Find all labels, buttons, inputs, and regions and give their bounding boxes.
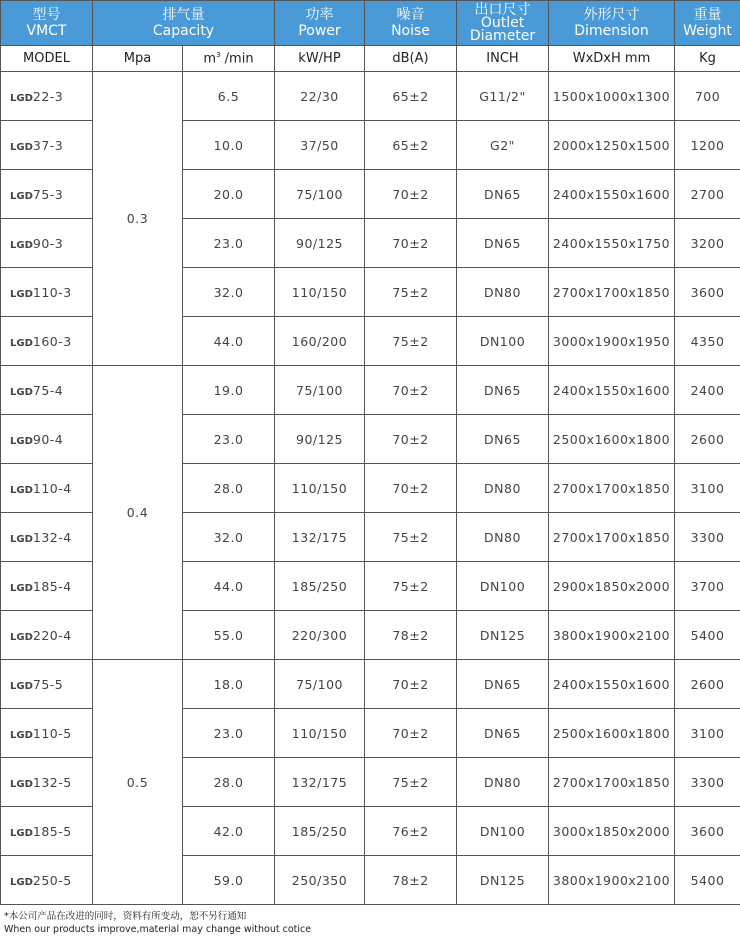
- dimension-cell: 2700x1700x1850: [549, 513, 675, 562]
- unit-capacity: $m^3$ /min: [183, 46, 275, 72]
- weight-cell: 2700: [675, 170, 740, 219]
- dimension-cell: 2900x1850x2000: [549, 562, 675, 611]
- model-cell: [1, 415, 93, 464]
- power-cell: 37/50: [275, 121, 365, 170]
- model-prefix: LGD: [10, 435, 33, 447]
- power-cell: 90/125: [275, 219, 365, 268]
- noise-cell: 65±2: [365, 72, 457, 121]
- unit-dimension: WxDxH mm: [549, 46, 675, 72]
- model-number: 185-5: [32, 823, 72, 839]
- model-number: 110-4: [32, 480, 72, 496]
- noise-cell: 75±2: [365, 513, 457, 562]
- outlet-cell: DN65: [457, 415, 549, 464]
- weight-cell: 700: [675, 72, 740, 121]
- capacity-cell: 23.0: [183, 709, 275, 758]
- model-number: 110-5: [32, 725, 72, 741]
- capacity-cell: 28.0: [183, 464, 275, 513]
- power-cell: 185/250: [275, 807, 365, 856]
- model-cell: [1, 709, 93, 758]
- noise-cell: 76±2: [365, 807, 457, 856]
- capacity-cell: 10.0: [183, 121, 275, 170]
- capacity-cell: 23.0: [183, 219, 275, 268]
- pressure-cell: 0.3: [93, 72, 183, 366]
- model-cell: [1, 562, 93, 611]
- capacity-cell: 18.0: [183, 660, 275, 709]
- noise-cell: 70±2: [365, 660, 457, 709]
- table-row: [1, 660, 740, 709]
- header-noise: 噪音 Noise: [365, 1, 457, 46]
- weight-cell: 2600: [675, 415, 740, 464]
- footer-note: [4, 910, 311, 936]
- model-number: 220-4: [32, 627, 72, 643]
- power-cell: 22/30: [275, 72, 365, 121]
- model-prefix: LGD: [10, 337, 33, 349]
- model-prefix: LGD: [10, 92, 33, 104]
- model-number: 75-4: [32, 382, 64, 398]
- dimension-cell: 3800x1900x2100: [549, 611, 675, 660]
- dimension-cell: 2500x1600x1800: [549, 709, 675, 758]
- model-cell: [1, 464, 93, 513]
- unit-power: kW/HP: [275, 46, 365, 72]
- header-row: [1, 1, 740, 46]
- capacity-cell: 32.0: [183, 268, 275, 317]
- outlet-cell: DN65: [457, 170, 549, 219]
- model-number: 250-5: [32, 872, 72, 888]
- model-cell: [1, 219, 93, 268]
- model-prefix: LGD: [10, 778, 33, 790]
- outlet-cell: DN80: [457, 513, 549, 562]
- model-prefix: LGD: [10, 484, 33, 496]
- outlet-cell: DN65: [457, 366, 549, 415]
- model-cell: [1, 317, 93, 366]
- model-cell: [1, 513, 93, 562]
- model-cell: [1, 72, 93, 121]
- header-outlet: 出口尺寸 Outlet Diameter: [457, 1, 549, 46]
- capacity-cell: 20.0: [183, 170, 275, 219]
- model-number: 75-3: [32, 186, 64, 202]
- power-cell: 75/100: [275, 366, 365, 415]
- unit-noise: dB(A): [365, 46, 457, 72]
- capacity-cell: 32.0: [183, 513, 275, 562]
- noise-cell: 70±2: [365, 170, 457, 219]
- noise-cell: 70±2: [365, 415, 457, 464]
- dimension-cell: 2700x1700x1850: [549, 758, 675, 807]
- model-prefix: LGD: [10, 190, 33, 202]
- model-cell: [1, 758, 93, 807]
- model-prefix: LGD: [10, 729, 33, 741]
- noise-cell: 70±2: [365, 366, 457, 415]
- header-power: 功率 Power: [275, 1, 365, 46]
- header-weight: 重量 Weight: [675, 1, 740, 46]
- weight-cell: 4350: [675, 317, 740, 366]
- dimension-cell: 2700x1700x1850: [549, 268, 675, 317]
- weight-cell: 3600: [675, 268, 740, 317]
- model-prefix: LGD: [10, 386, 33, 398]
- weight-cell: 2400: [675, 366, 740, 415]
- power-cell: 90/125: [275, 415, 365, 464]
- weight-cell: 3600: [675, 807, 740, 856]
- model-number: 132-4: [32, 529, 72, 545]
- power-cell: 160/200: [275, 317, 365, 366]
- model-cell: [1, 268, 93, 317]
- model-prefix: LGD: [10, 141, 33, 153]
- noise-cell: 78±2: [365, 611, 457, 660]
- noise-cell: 75±2: [365, 562, 457, 611]
- outlet-cell: DN125: [457, 611, 549, 660]
- capacity-cell: 23.0: [183, 415, 275, 464]
- dimension-cell: 3800x1900x2100: [549, 856, 675, 905]
- outlet-cell: DN100: [457, 807, 549, 856]
- weight-cell: 5400: [675, 611, 740, 660]
- dimension-cell: 2700x1700x1850: [549, 464, 675, 513]
- model-number: 22-3: [32, 88, 64, 104]
- noise-cell: 75±2: [365, 758, 457, 807]
- weight-cell: 3200: [675, 219, 740, 268]
- dimension-cell: 2400x1550x1600: [549, 660, 675, 709]
- outlet-cell: DN80: [457, 268, 549, 317]
- outlet-cell: DN65: [457, 709, 549, 758]
- model-prefix: LGD: [10, 680, 33, 692]
- noise-cell: 75±2: [365, 317, 457, 366]
- pressure-cell: 0.5: [93, 660, 183, 905]
- model-number: 37-3: [32, 137, 64, 153]
- model-prefix: LGD: [10, 631, 33, 643]
- outlet-cell: DN125: [457, 856, 549, 905]
- noise-cell: 75±2: [365, 268, 457, 317]
- outlet-cell: DN65: [457, 219, 549, 268]
- footer-note-en: When our products improve,material may change without cotice: [4, 924, 312, 935]
- model-prefix: LGD: [10, 582, 33, 594]
- noise-cell: 65±2: [365, 121, 457, 170]
- model-cell: [1, 807, 93, 856]
- model-number: 110-3: [32, 284, 72, 300]
- capacity-cell: 42.0: [183, 807, 275, 856]
- capacity-cell: 28.0: [183, 758, 275, 807]
- model-prefix: LGD: [10, 827, 33, 839]
- noise-cell: 70±2: [365, 219, 457, 268]
- units-row: [1, 46, 740, 72]
- power-cell: 75/100: [275, 170, 365, 219]
- model-number: 75-5: [32, 676, 64, 692]
- power-cell: 132/175: [275, 513, 365, 562]
- dimension-cell: 2400x1550x1600: [549, 366, 675, 415]
- outlet-cell: DN100: [457, 317, 549, 366]
- power-cell: 110/150: [275, 464, 365, 513]
- model-prefix: LGD: [10, 876, 33, 888]
- pressure-cell: 0.4: [93, 366, 183, 660]
- outlet-cell: DN80: [457, 758, 549, 807]
- capacity-cell: 19.0: [183, 366, 275, 415]
- weight-cell: 3100: [675, 709, 740, 758]
- model-prefix: LGD: [10, 239, 33, 251]
- power-cell: 250/350: [275, 856, 365, 905]
- noise-cell: 70±2: [365, 709, 457, 758]
- weight-cell: 3300: [675, 513, 740, 562]
- model-number: 132-5: [32, 774, 72, 790]
- model-number: 185-4: [32, 578, 72, 594]
- capacity-cell: 44.0: [183, 317, 275, 366]
- footer-note-cn: *本公司产品在改进的同时，资料有所变动，恕不另行通知: [4, 911, 247, 922]
- weight-cell: 3100: [675, 464, 740, 513]
- power-cell: 75/100: [275, 660, 365, 709]
- outlet-cell: G2": [457, 121, 549, 170]
- model-cell: [1, 660, 93, 709]
- table-row: [1, 72, 740, 121]
- power-cell: 220/300: [275, 611, 365, 660]
- weight-cell: 3700: [675, 562, 740, 611]
- model-number: 160-3: [32, 333, 72, 349]
- outlet-cell: G11/2": [457, 72, 549, 121]
- header-model: 型号 VMCT: [1, 1, 93, 46]
- model-cell: [1, 611, 93, 660]
- dimension-cell: 1500x1000x1300: [549, 72, 675, 121]
- unit-model: MODEL: [1, 46, 93, 72]
- weight-cell: 2600: [675, 660, 740, 709]
- model-cell: [1, 366, 93, 415]
- power-cell: 132/175: [275, 758, 365, 807]
- dimension-cell: 2500x1600x1800: [549, 415, 675, 464]
- power-cell: 185/250: [275, 562, 365, 611]
- outlet-cell: DN65: [457, 660, 549, 709]
- header-dimension: 外形尺寸 Dimension: [549, 1, 675, 46]
- dimension-cell: 2400x1550x1750: [549, 219, 675, 268]
- capacity-cell: 44.0: [183, 562, 275, 611]
- table-row: [1, 366, 740, 415]
- capacity-cell: 59.0: [183, 856, 275, 905]
- weight-cell: 1200: [675, 121, 740, 170]
- power-cell: 110/150: [275, 709, 365, 758]
- model-number: 90-4: [32, 431, 64, 447]
- power-cell: 110/150: [275, 268, 365, 317]
- model-cell: [1, 170, 93, 219]
- dimension-cell: 2000x1250x1500: [549, 121, 675, 170]
- capacity-cell: 6.5: [183, 72, 275, 121]
- outlet-cell: DN80: [457, 464, 549, 513]
- model-prefix: LGD: [10, 288, 33, 300]
- unit-outlet: INCH: [457, 46, 549, 72]
- unit-pressure: Mpa: [93, 46, 183, 72]
- capacity-cell: 55.0: [183, 611, 275, 660]
- weight-cell: 3300: [675, 758, 740, 807]
- noise-cell: 78±2: [365, 856, 457, 905]
- noise-cell: 70±2: [365, 464, 457, 513]
- weight-cell: 5400: [675, 856, 740, 905]
- dimension-cell: 3000x1900x1950: [549, 317, 675, 366]
- model-cell: [1, 121, 93, 170]
- outlet-cell: DN100: [457, 562, 549, 611]
- header-capacity: 排气量 Capacity: [93, 1, 275, 46]
- model-prefix: LGD: [10, 533, 33, 545]
- model-cell: [1, 856, 93, 905]
- dimension-cell: 3000x1850x2000: [549, 807, 675, 856]
- dimension-cell: 2400x1550x1600: [549, 170, 675, 219]
- model-number: 90-3: [32, 235, 64, 251]
- unit-weight: Kg: [675, 46, 740, 72]
